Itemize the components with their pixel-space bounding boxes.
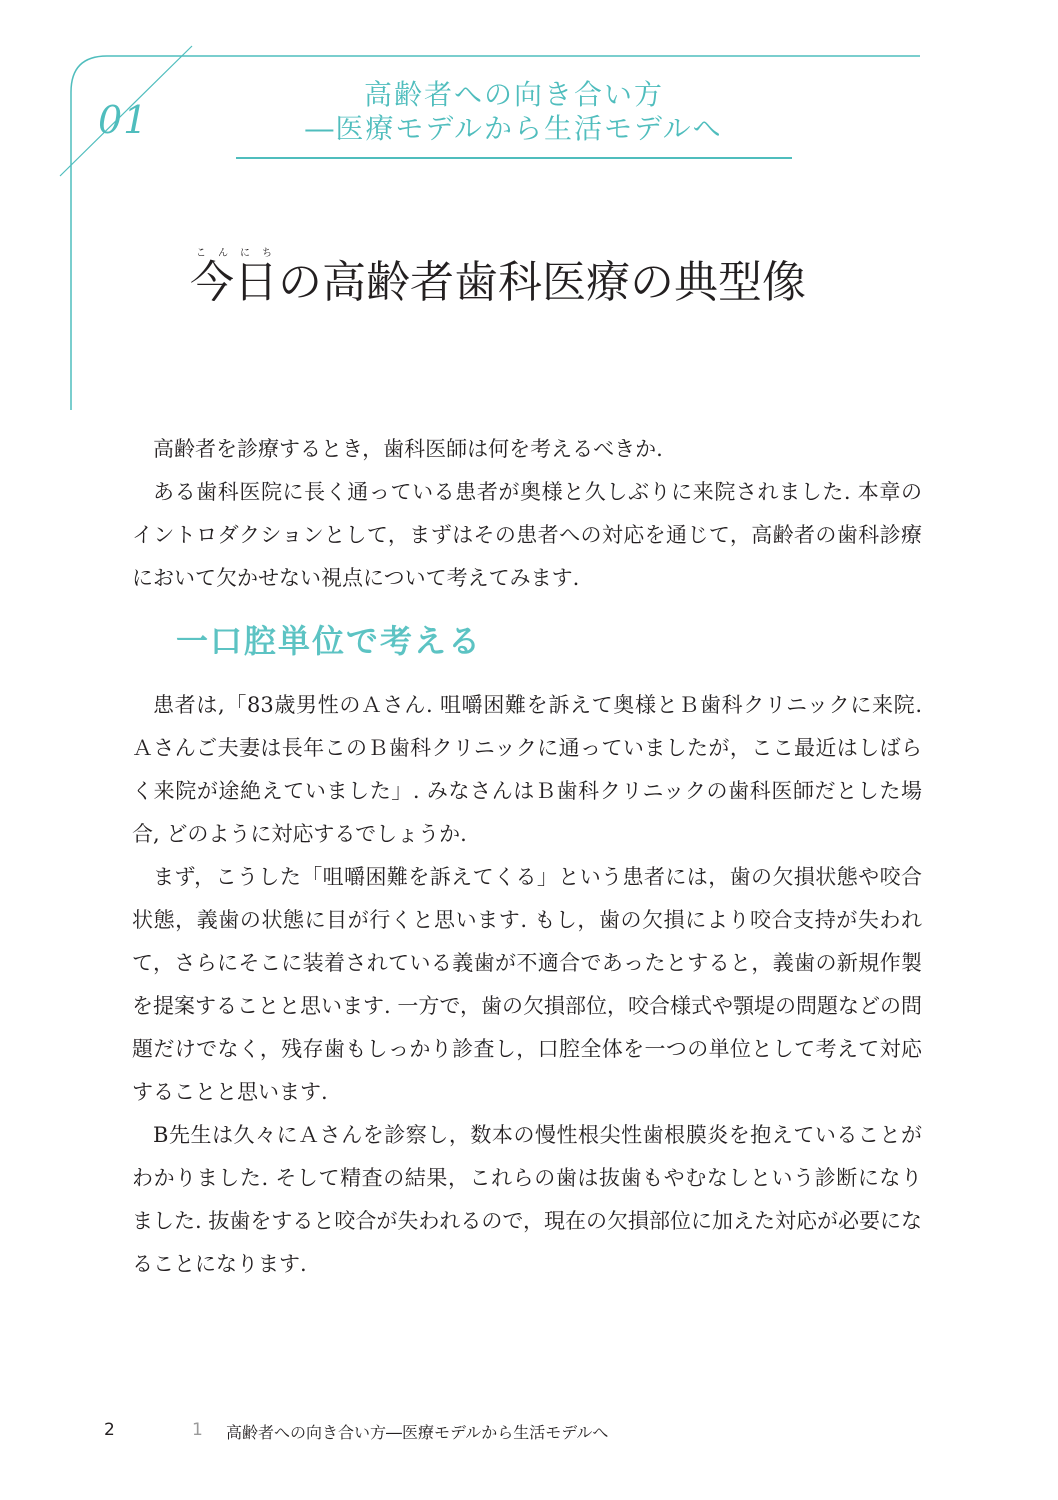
body-paragraph: B先生は久々にＡさんを診察し，数本の慢性根尖性歯根膜炎を抱えていることがわかりました. そして精査の結果，これらの歯は抜歯もやむなしという診断になりました. 抜歯をすると咬合が失われるので，現在の欠損部位に加えた対応が必要になることになります. [132,1123,922,1276]
intro-paragraph: 高齢者を診療するとき，歯科医師は何を考えるべきか. [153,437,663,461]
body-paragraph: 患者は,「83歳男性のＡさん. 咀嚼困難を訴えて奥様とＢ歯科クリニックに来院. Ａさんご夫妻は長年このＢ歯科クリニックに通っていましたが，ここ最近はしばらく来院が途絶えていました」. みなさんはＢ歯科クリニックの歯科医師だとした場合, どのように対応するでしょうか. [132,693,922,846]
running-title: 高齢者への向き合い方―医療モデルから生活モデルへ [226,1423,609,1442]
intro-text [132,428,922,600]
page-title [190,248,806,313]
chapter-title-underline [236,157,792,159]
page-title-ruby-1 [190,248,234,308]
chapter-title-line2: ―医療モデルから生活モデルへ [305,112,723,145]
page-title-furigana-2: にち [234,248,278,259]
body-paragraph: まず，こうした「咀嚼困難を訴えてくる」という患者には，歯の欠損状態や咬合状態，義歯の状態に目が行くと思います. もし，歯の欠損により咬合支持が失われて，さらにそこに装着されている義歯が不適合であったとすると，義歯の新規作製を提案することと思います. 一方で，歯の欠損部位，咬合様式や顎堤の問題などの問題だけでなく，残存歯もしっかり診査し，口腔全体を一つの単位として考えて対応することと思います. [132,865,922,1104]
chapter-frame-decoration [0,0,1058,420]
chapter-title-line1: 高齢者への向き合い方 [363,78,664,111]
footer-chapter-number: 1 [192,1420,203,1440]
chapter-number: 01 [98,98,149,142]
page-title-kanji-2: 日 [234,257,278,308]
page-title-kanji-1: 今 [190,257,234,308]
section-heading: 一口腔単位で考える [176,622,483,660]
page-title-text: の高齢者歯科医療の典型像 [278,257,806,308]
page-number: 2 [104,1420,115,1440]
chapter-title [236,78,792,146]
intro-paragraph: ある歯科医院に長く通っている患者が奥様と久しぶりに来院されました. 本章のイントロダクションとして，まずはその患者への対応を通じて，高齢者の歯科診療において欠かせない視点について考えてみます. [132,480,922,590]
page-title-furigana-1: こん [190,248,234,259]
section-body [132,684,922,1286]
page-title-ruby-2 [234,248,278,308]
